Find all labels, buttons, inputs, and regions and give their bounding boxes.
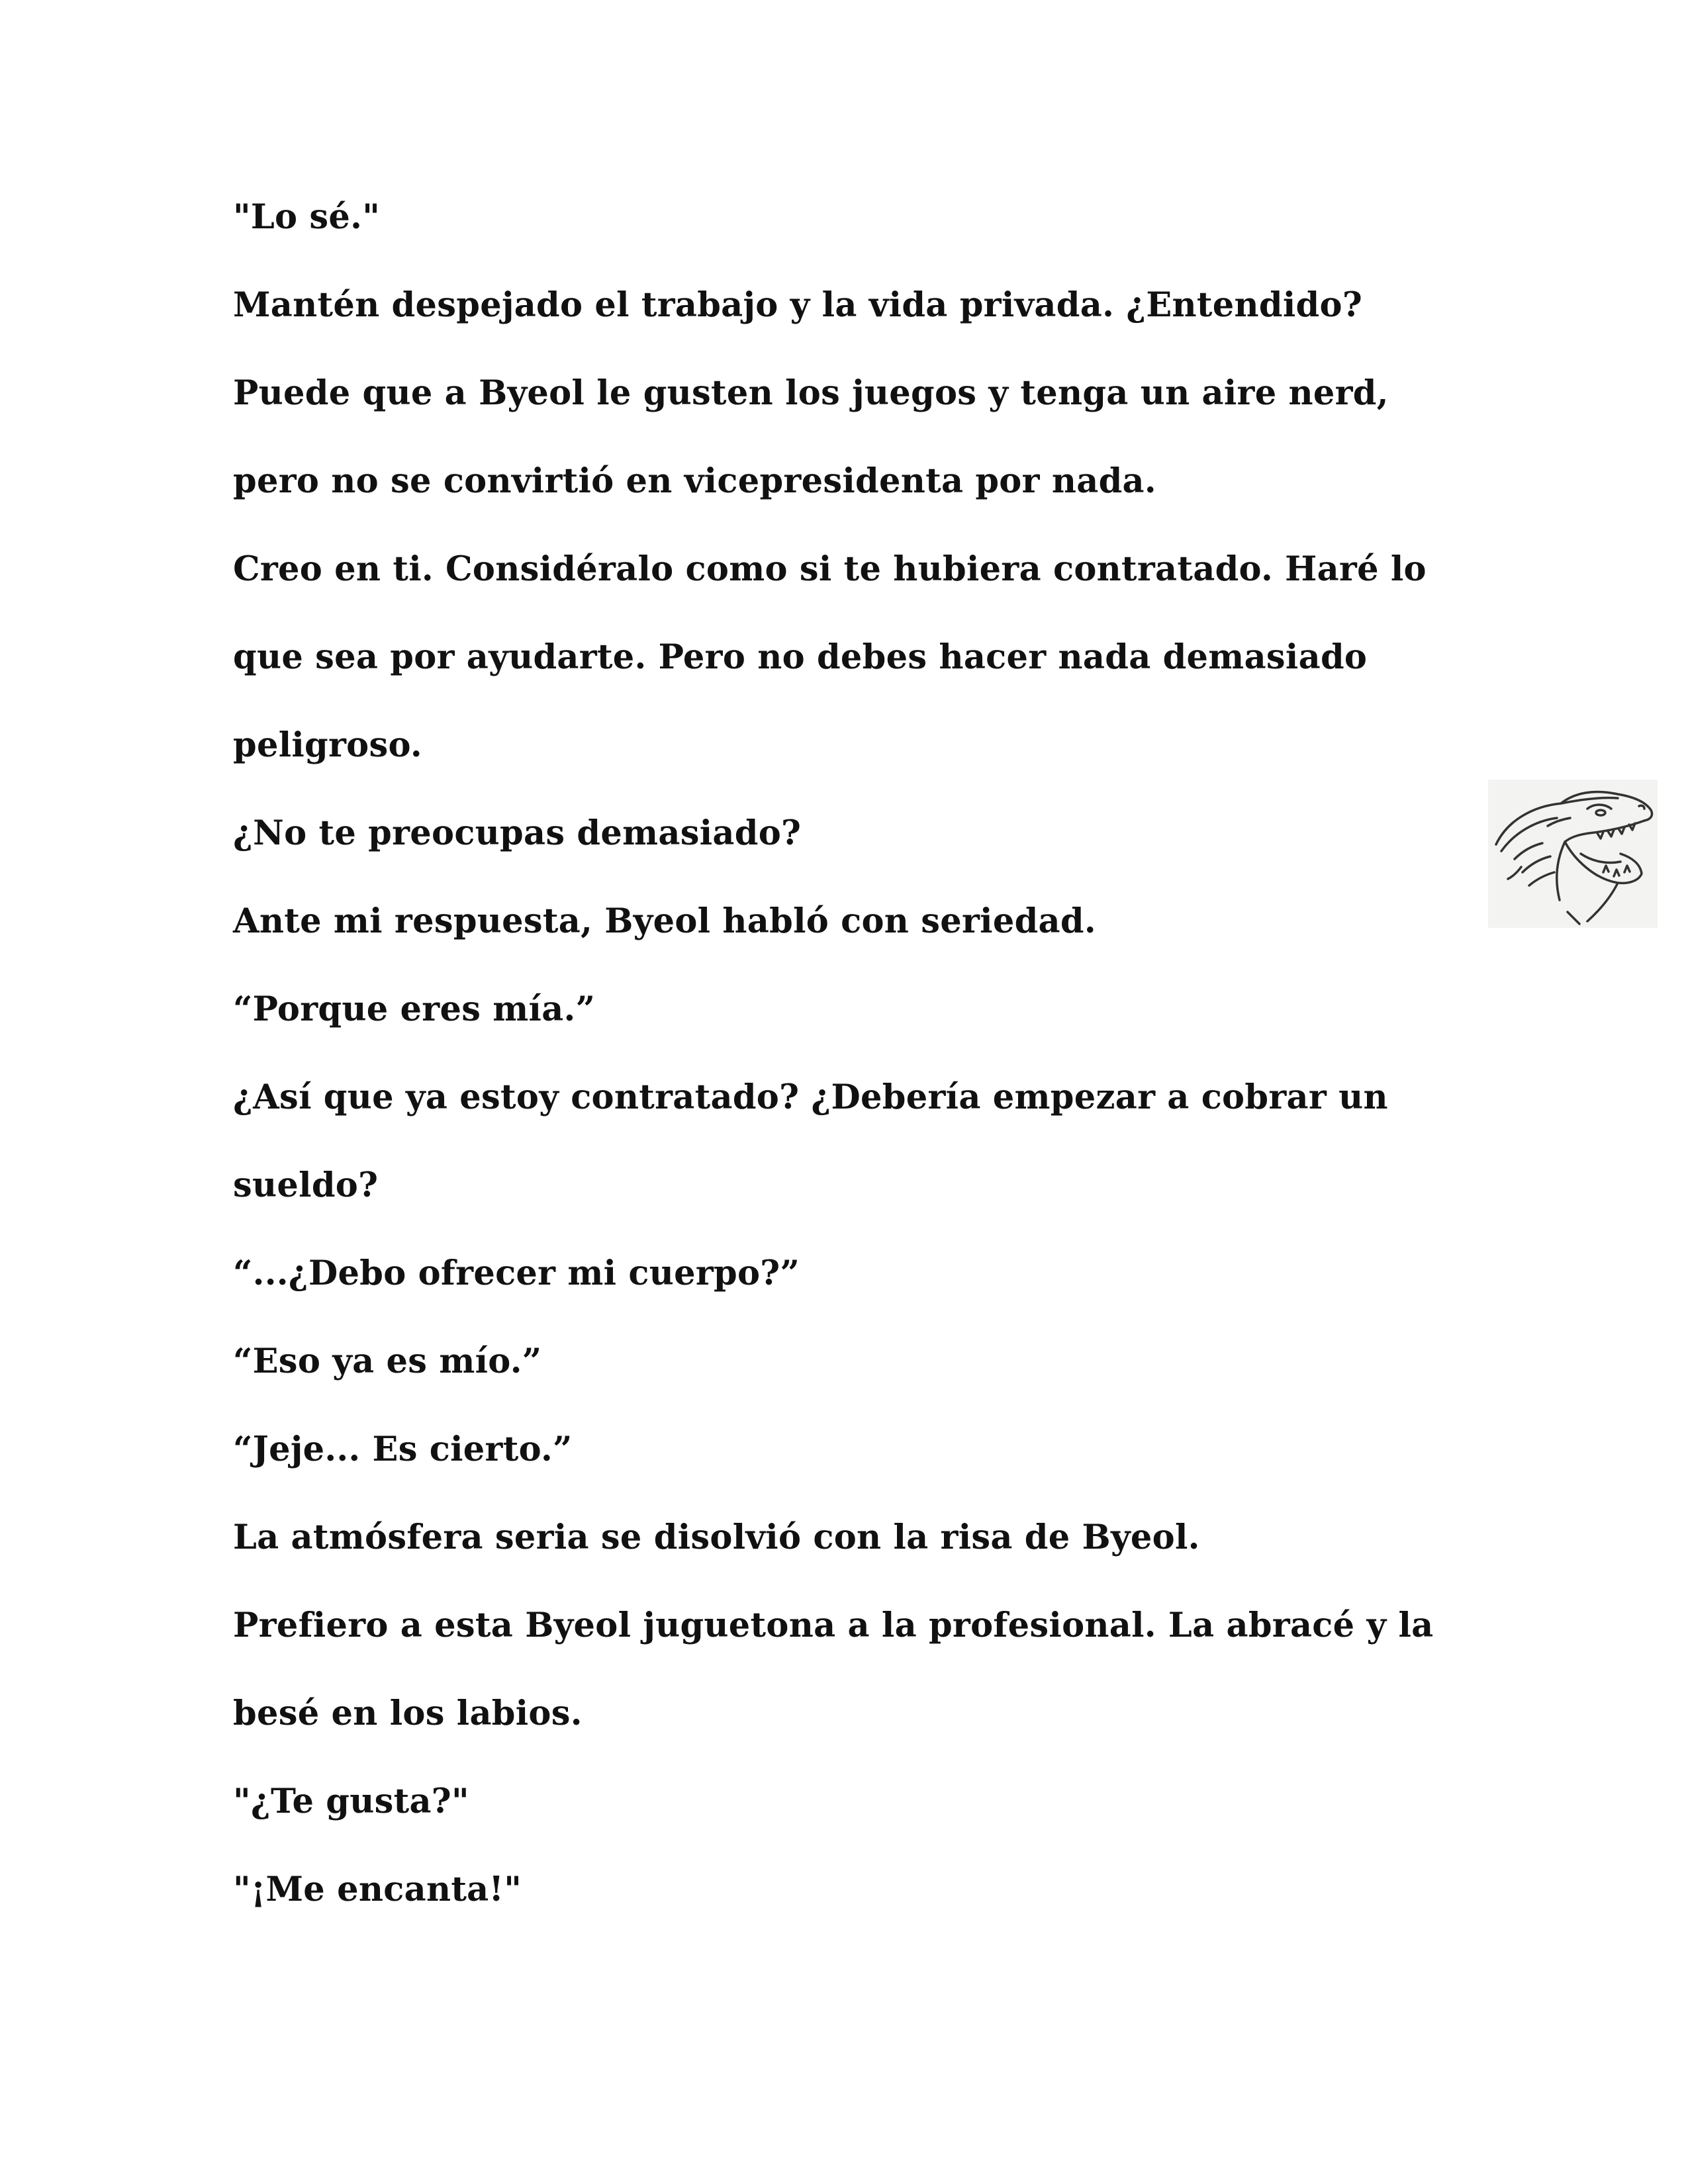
text-line: que sea por ayudarte. Pero no debes hacer nada demasiado <box>233 637 1368 677</box>
text-line: “Porque eres mía.” <box>233 989 596 1029</box>
text-line: peligroso. <box>233 725 422 765</box>
text-line: Puede que a Byeol le gusten los juegos y tenga un aire nerd, <box>233 373 1389 413</box>
body-text <box>233 173 1491 1934</box>
text-line: sueldo? <box>233 1165 379 1205</box>
text-line: La atmósfera seria se disolvió con la risa de Byeol. <box>233 1518 1200 1557</box>
text-line: "¡Me encanta!" <box>233 1870 522 1909</box>
text-line: “Jeje... Es cierto.” <box>233 1430 573 1469</box>
text-line: pero no se convirtió en vicepresidenta por nada. <box>233 461 1156 501</box>
text-line: ¿Así que ya estoy contratado? ¿Debería empezar a cobrar un <box>233 1077 1388 1117</box>
text-line: Prefiero a esta Byeol juguetona a la profesional. La abracé y la <box>233 1606 1434 1645</box>
text-line: besé en los labios. <box>233 1694 583 1733</box>
text-line: Ante mi respuesta, Byeol habló con seriedad. <box>233 901 1096 941</box>
text-line: ¿No te preocupas demasiado? <box>233 813 802 853</box>
text-line: “Eso ya es mío.” <box>233 1342 542 1381</box>
text-line: "Lo sé." <box>233 197 381 237</box>
text-line: Creo en ti. Considéralo como si te hubiera contratado. Haré lo <box>233 549 1427 589</box>
text-line: “...¿Debo ofrecer mi cuerpo?” <box>233 1253 800 1293</box>
text-line: "¿Te gusta?" <box>233 1782 469 1821</box>
text-line: Mantén despejado el trabajo y la vida privada. ¿Entendido? <box>233 285 1363 325</box>
dinosaur-head-icon <box>1488 780 1658 928</box>
